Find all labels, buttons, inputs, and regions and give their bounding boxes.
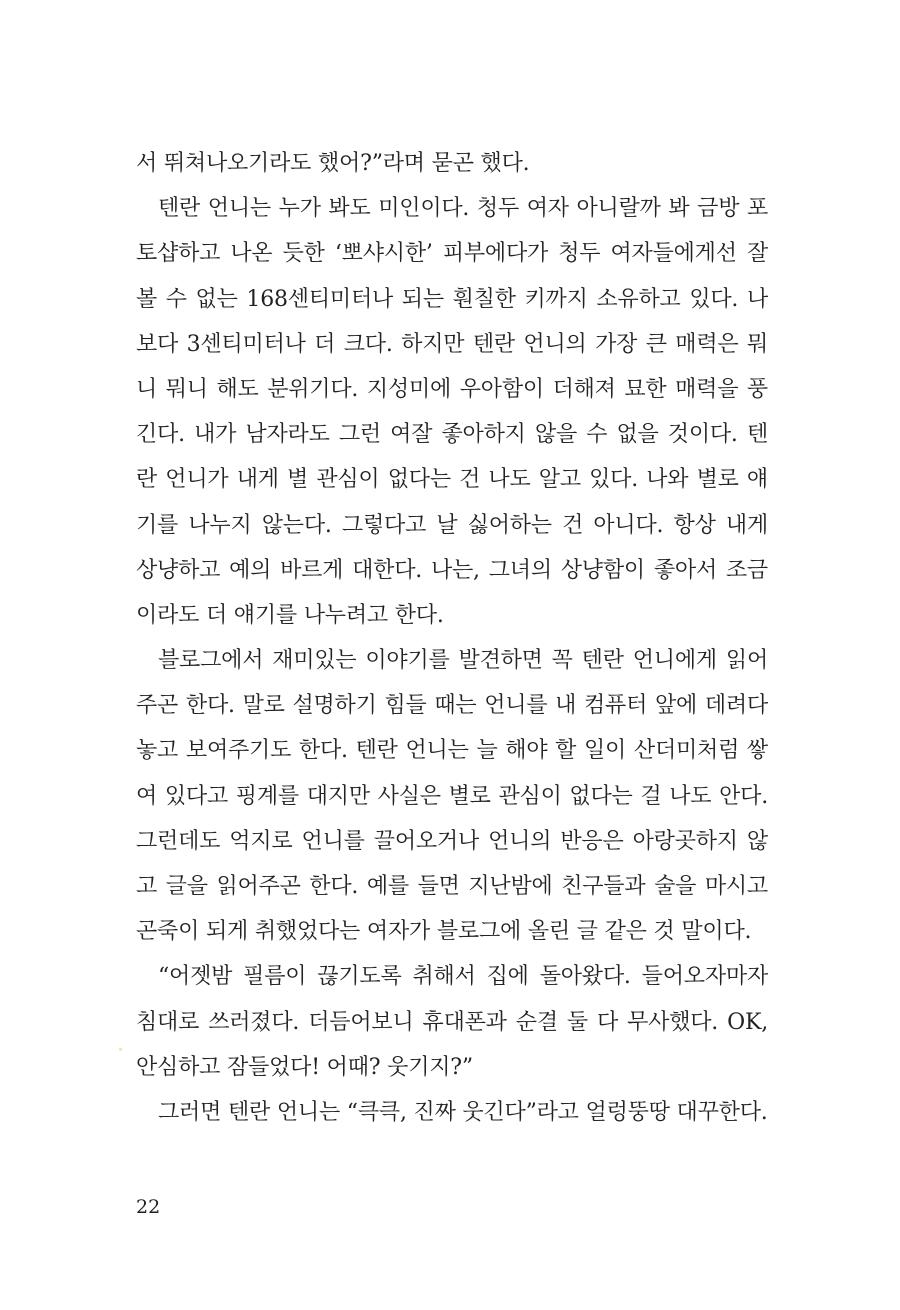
text-line: 텐란 언니는 누가 봐도 미인이다. 청두 여자 아니랄까 봐 금방 포: [158, 196, 768, 222]
text-line: 놓고 보여주기도 한다. 텐란 언니는 늘 해야 할 일이 산더미처럼 쌓: [136, 738, 768, 764]
text-line: 니 뭐니 해도 분위기다. 지성미에 우아함이 더해져 묘한 매력을 풍: [136, 376, 768, 402]
text-line: 상냥하고 예의 바르게 대한다. 나는, 그녀의 상냥함이 좋아서 조금: [136, 557, 768, 583]
text-line: 볼 수 없는 168센티미터나 되는 훤칠한 키까지 소유하고 있다. 나: [136, 286, 768, 312]
text-line: 그러면 텐란 언니는 “큭큭, 진짜 웃긴다”라고 얼렁뚱땅 대꾸한다.: [158, 1099, 768, 1125]
text-line: 란 언니가 내게 별 관심이 없다는 건 나도 알고 있다. 나와 별로 얘: [136, 467, 768, 493]
page-number: 22: [136, 1196, 161, 1218]
text-line: 안심하고 잠들었다! 어때? 웃기지?”: [136, 1054, 473, 1080]
text-line: 곤죽이 되게 취했었다는 여자가 블로그에 올린 글 같은 것 말이다.: [136, 919, 752, 945]
text-line: 토샵하고 나온 듯한 ‘뽀샤시한’ 피부에다가 청두 여자들에게선 잘: [136, 241, 768, 267]
text-line: 긴다. 내가 남자라도 그런 여잘 좋아하지 않을 수 없을 것이다. 텐: [136, 422, 768, 448]
text-line: 침대로 쓰러졌다. 더듬어보니 휴대폰과 순결 둘 다 무사했다. OK,: [136, 1009, 768, 1035]
text-line: 여 있다고 핑계를 대지만 사실은 별로 관심이 없다는 걸 나도 안다.: [136, 783, 768, 809]
text-line: 보다 3센티미터나 더 크다. 하지만 텐란 언니의 가장 큰 매력은 뭐: [136, 331, 768, 357]
text-line: 주곤 한다. 말로 설명하기 힘들 때는 언니를 내 컴퓨터 앞에 데려다: [136, 693, 768, 719]
text-line: 블로그에서 재미있는 이야기를 발견하면 꼭 텐란 언니에게 읽어: [158, 648, 768, 674]
text-line: 기를 나누지 않는다. 그렇다고 날 싫어하는 건 아니다. 항상 내게: [136, 512, 768, 538]
text-line: 서 뛰쳐나오기라도 했어?”라며 묻곤 했다.: [136, 151, 530, 176]
text-line: “어젯밤 필름이 끊기도록 취해서 집에 돌아왔다. 들어오자마자: [158, 964, 768, 990]
text-line: 이라도 더 얘기를 나누려고 한다.: [136, 602, 444, 628]
body-text: [136, 141, 768, 1135]
text-line: 고 글을 읽어주곤 한다. 예를 들면 지난밤에 친구들과 술을 마시고: [136, 874, 768, 899]
text-line: 그런데도 억지로 언니를 끌어오거나 언니의 반응은 아랑곳하지 않: [136, 828, 768, 854]
paper-speck: [119, 1048, 122, 1051]
